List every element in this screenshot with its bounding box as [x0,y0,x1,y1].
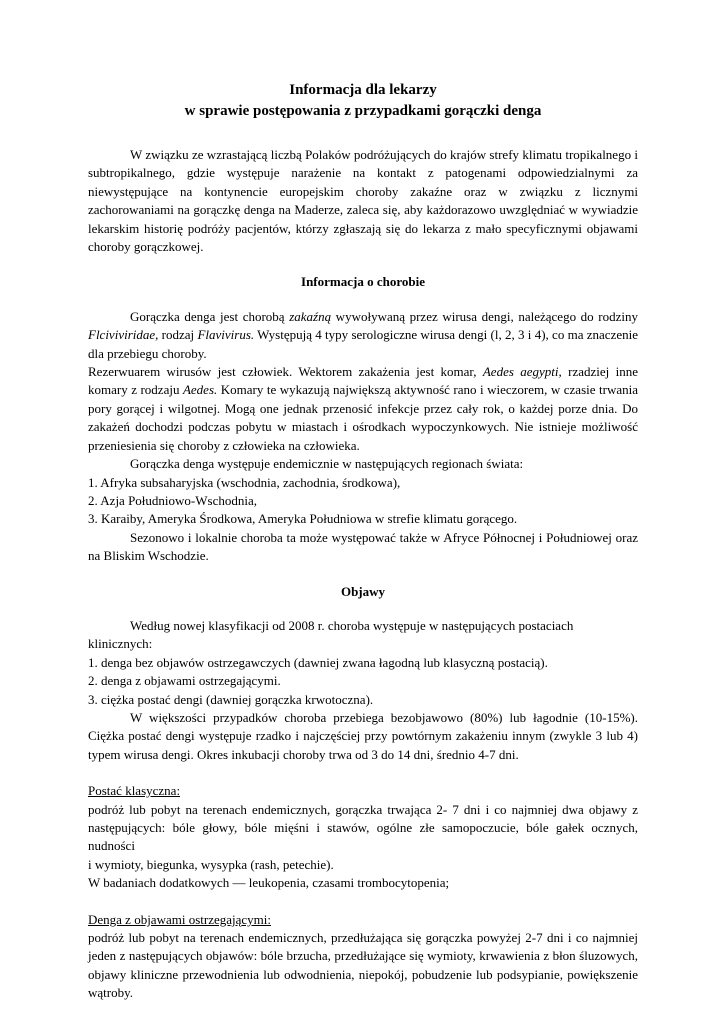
region-item: 3. Karaiby, Ameryka Środkowa, Ameryka Południowa w strefie klimatu gorącego. [88,511,518,527]
section-heading-symptoms: Objawy [340,583,386,599]
disease-paragraph-1: Gorączka denga jest chorobą zakaźną wywoływaną przez wirusa dengi, należącego do rodziny Flciviviridae, rodzaj Flavivirus. Występują 4 typy serologiczne wirusa dengi (l, 2, 3 i 4), co ma znaczenie dla przebiegu choroby. [88,308,638,361]
region-item: 2. Azja Południowo-Wschodnia, [88,492,257,508]
classic-form-heading: Postać klasyczna: [88,783,181,799]
disease-paragraph-4: Sezonowo i lokalnie choroba ta może występować także w Afryce Północnej i Południowej oraz na Bliskim Wschodzie. [88,529,638,564]
document-title: Informacja dla lekarzy [289,82,437,98]
title-block [88,80,638,122]
document-subtitle: w sprawie postępowania z przypadkami gorączki denga [184,103,542,119]
symptoms-paragraph-2: W większości przypadków choroba przebiega bezobjawowo (80%) lub łagodnie (10-15%). Ciężka postać dengi występuje rzadko i najczęściej przy powtórnym zakażeniu innym (zwykle 3 lub 4) typem wirusa dengi. Okres inkubacji choroby trwa od 3 do 14 dni, średnio 4-7 dni. [88,709,638,762]
form-item: 3. ciężka postać dengi (dawniej gorączka krwotoczna). [88,691,374,707]
classic-form-text-2: i wymioty, biegunka, wysypka (rash, petechie). [88,856,334,872]
symptoms-intro: Według nowej klasyfikacji od 2008 r. choroba występuje w następujących postaciach klinicznych: [88,617,574,652]
intro-paragraph: W związku ze wzrastającą liczbą Polaków podróżujących do krajów strefy klimatu tropikalnego i subtropikalnego, gdzie występuje narażenie na kontakt z patogenami odpowiedzialnymi za niewystępujące na kontynencie europejskim choroby zakaźne oraz w związku z licznymi zachorowaniami na gorączkę denga na Maderze, zaleca się, aby każdorazowo uwzględniać w wywiadzie lekarskim historię podróży pacjentów, którzy zgłaszają się do lekarza z mało specyficznymi objawami choroby gorączkowej. [88,147,638,255]
section-heading-disease: Informacja o chorobie [301,274,425,290]
regions-intro: Gorączka denga występuje endemicznie w następujących regionach świata: [130,456,524,472]
classic-form-text-3: W badaniach dodatkowych — leukopenia, czasami trombocytopenia; [88,875,450,891]
document-page [88,80,638,1003]
warning-form-text: podróż lub pobyt na terenach endemicznych, przedłużająca się gorączka powyżej 2-7 dni i co najmniej jeden z następujących objawów: bóle brzucha, przedłużające się wymioty, krwawienia z błon śluzowych, objawy kliniczne przewodnienia lub odwodnienia, niepokój, pobudzenie lub podsypianie, powiększenie wątroby. [88,930,638,1001]
form-item: 1. denga bez objawów ostrzegawczych (dawniej zwana łagodną lub klasyczną postacią). [88,654,548,670]
warning-form-heading: Denga z objawami ostrzegającymi: [88,911,272,927]
classic-form-text: podróż lub pobyt na terenach endemicznych, gorączka trwająca 2- 7 dni i co najmniej dwa objawy z następujących: bóle głowy, bóle mięśni i stawów, ogólne złe samopoczucie, bóle gałek ocznych, nudności [88,801,638,854]
region-item: 1. Afryka subsaharyjska (wschodnia, zachodnia, środkowa), [88,474,401,490]
form-item: 2. denga z objawami ostrzegającymi. [88,673,281,689]
disease-paragraph-2: Rezerwuarem wirusów jest człowiek. Wektorem zakażenia jest komar, Aedes aegypti, rzadziej inne komary z rodzaju Aedes. Komary te wykazują największą aktywność rano i wieczorem, w czasie trwania pory gorącej i wilgotnej. Mogą one jednak przenosić infekcje przez cały rok, o każdej porze dnia. Do zakażeń dochodzi podczas pobytu w miastach i ośrodkach wypoczynkowych. Nie istnieje możliwość przeniesienia się choroby z człowieka na człowieka. [88,364,639,453]
